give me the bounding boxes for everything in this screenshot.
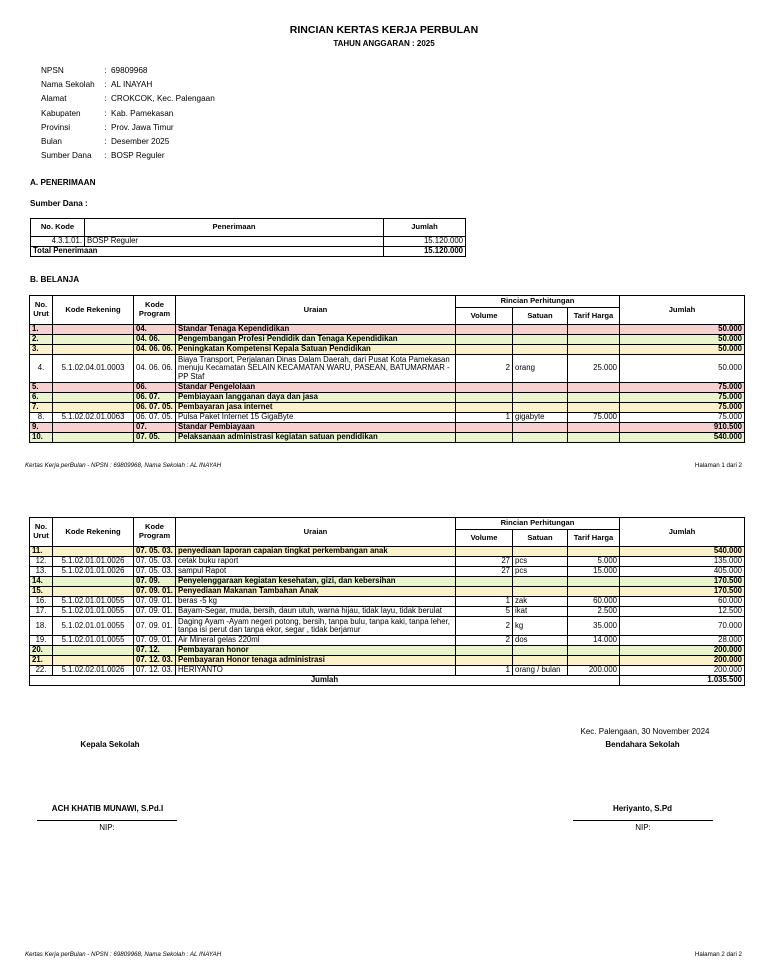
row-kode-program: 06. 07. 05. <box>134 402 176 412</box>
row-volume <box>456 587 513 597</box>
row-volume: 2 <box>456 636 513 646</box>
row-no: 8. <box>30 412 53 422</box>
row-jumlah: 135.000 <box>620 557 745 567</box>
row-tarif <box>568 382 620 392</box>
row-jumlah: 75.000 <box>620 382 745 392</box>
row-satuan: gigabyte <box>513 412 568 422</box>
row-kode-rekening <box>53 402 134 412</box>
row-tarif <box>568 422 620 432</box>
info-colon: : <box>104 65 107 75</box>
row-volume: 1 <box>456 412 513 422</box>
signature-right-title: Bendahara Sekolah <box>605 740 680 749</box>
row-uraian: Biaya Transport, Perjalanan Dinas Dalam Daerah, dari Pusat Kota Pamekasan menuju Kecamatan SELAIN KECAMATAN WARU, PASEAN, BATUMARMAR - PP Staf <box>176 355 456 383</box>
row-satuan: pcs <box>513 557 568 567</box>
col-header-program: Kode Program <box>134 296 176 325</box>
info-value: Desember 2025 <box>111 137 170 147</box>
row-jumlah: 50.000 <box>620 345 745 355</box>
info-label: Kabupaten <box>41 108 81 118</box>
table-row <box>30 335 745 345</box>
row-jumlah: 28.000 <box>620 636 745 646</box>
row-tarif <box>568 335 620 345</box>
row-jumlah: 170.500 <box>620 587 745 597</box>
row-jumlah: 60.000 <box>620 597 745 607</box>
row-volume <box>456 646 513 656</box>
table-row <box>30 656 745 666</box>
row-volume: 5 <box>456 607 513 617</box>
info-label: Bulan <box>41 137 62 147</box>
row-kode-rekening: 5.1.02.02.01.0026 <box>53 666 134 676</box>
row-kode-rekening <box>53 646 134 656</box>
info-value: Kab. Pamekasan <box>111 108 174 118</box>
table-row <box>30 432 745 442</box>
row-uraian: Standar Pengelolaan <box>176 382 456 392</box>
row-kode-program: 07. 05. 03. <box>134 557 176 567</box>
row-no: 5. <box>30 382 53 392</box>
row-tarif: 14.000 <box>568 636 620 646</box>
row-jumlah: 540.000 <box>620 432 745 442</box>
row-volume <box>456 325 513 335</box>
row-kode-program: 07. 05. 03. <box>134 567 176 577</box>
row-tarif: 25.000 <box>568 355 620 383</box>
info-value: Prov. Jawa Timur <box>111 122 174 132</box>
signature-right-name: Heriyanto, S.Pd <box>612 804 673 813</box>
row-volume <box>456 402 513 412</box>
row-kode-rekening <box>53 392 134 402</box>
info-row <box>41 120 215 134</box>
belanja-table-page2 <box>29 517 745 686</box>
row-kode-rekening: 5.1.02.01.01.0055 <box>53 597 134 607</box>
info-value: AL INAYAH <box>111 79 153 89</box>
row-kode-program: 06. 07. <box>134 392 176 402</box>
col-header-penerimaan: Penerimaan <box>85 219 384 237</box>
info-label: Nama Sekolah <box>41 79 95 89</box>
row-kode-program: 07. 05. <box>134 432 176 442</box>
row-satuan <box>513 547 568 557</box>
footer-page2-left: Kertas Kerja perBulan - NPSN : 69809968, Nama Sekolah : AL INAYAH <box>25 951 222 958</box>
row-no: 20. <box>30 646 53 656</box>
row-kode-rekening <box>53 432 134 442</box>
row-tarif <box>568 432 620 442</box>
row-satuan <box>513 422 568 432</box>
row-no: 22. <box>30 666 53 676</box>
row-uraian: cetak buku raport <box>176 557 456 567</box>
penerimaan-kode: 4.3.1.01. <box>31 237 85 247</box>
row-volume <box>456 392 513 402</box>
row-satuan: dos <box>513 636 568 646</box>
row-no: 17. <box>30 607 53 617</box>
row-satuan: pcs <box>513 567 568 577</box>
row-uraian: sampul Rapot <box>176 567 456 577</box>
row-satuan: ikat <box>513 607 568 617</box>
table-row <box>30 587 745 597</box>
col-header-tarif: Tarif Harga <box>568 308 620 325</box>
row-volume <box>456 422 513 432</box>
row-tarif <box>568 547 620 557</box>
row-uraian: Daging Ayam -Ayam negeri potong, bersih, tanpa bulu, tanpa kaki, tanpa leher, tanpa isi perut dan tanpa ekor, segar , tidak berjamur <box>176 617 456 636</box>
col-header-satuan: Satuan <box>513 530 568 547</box>
col-header-volume: Volume <box>456 530 513 547</box>
row-volume: 27 <box>456 567 513 577</box>
info-colon: : <box>104 151 107 161</box>
section-penerimaan-title: A. PENERIMAAN <box>30 178 96 187</box>
signature-left-name: ACH KHATIB MUNAWI, S.Pd.I <box>51 804 164 813</box>
school-info <box>41 63 215 163</box>
total-penerimaan-value: 15.120.000 <box>384 247 466 257</box>
col-header-no: No. Urut <box>30 518 53 547</box>
row-uraian: Pelaksanaan administrasi kegiatan satuan pendidikan <box>176 432 456 442</box>
row-kode-rekening <box>53 577 134 587</box>
row-jumlah: 75.000 <box>620 392 745 402</box>
row-kode-program: 04. 06. <box>134 335 176 345</box>
row-no: 13. <box>30 567 53 577</box>
page-title: RINCIAN KERTAS KERJA PERBULAN <box>289 24 479 36</box>
row-tarif <box>568 587 620 597</box>
info-label: Provinsi <box>41 122 71 132</box>
row-uraian: Penyediaan Makanan Tambahan Anak <box>176 587 456 597</box>
row-kode-program: 07. 09. <box>134 577 176 587</box>
row-jumlah: 910.500 <box>620 422 745 432</box>
row-no: 16. <box>30 597 53 607</box>
row-kode-program: 07. 12. 03. <box>134 656 176 666</box>
col-header-jumlah: Jumlah <box>620 518 745 547</box>
row-kode-program: 06. <box>134 382 176 392</box>
row-tarif: 200.000 <box>568 666 620 676</box>
col-header-no: No. Urut <box>30 296 53 325</box>
col-header-rincian: Rincian Perhitungan <box>456 296 620 308</box>
info-row <box>41 77 215 91</box>
row-tarif <box>568 646 620 656</box>
row-kode-rekening <box>53 325 134 335</box>
table-row <box>30 636 745 646</box>
row-uraian: HERIYANTO <box>176 666 456 676</box>
row-tarif: 2.500 <box>568 607 620 617</box>
table-row <box>30 412 745 422</box>
info-colon: : <box>104 137 107 147</box>
row-volume <box>456 577 513 587</box>
row-satuan <box>513 656 568 666</box>
info-value: BOSP Reguler <box>111 151 165 161</box>
row-volume <box>456 382 513 392</box>
row-volume: 1 <box>456 666 513 676</box>
col-header-tarif: Tarif Harga <box>568 530 620 547</box>
row-no: 9. <box>30 422 53 432</box>
row-jumlah: 405.000 <box>620 567 745 577</box>
row-satuan <box>513 432 568 442</box>
info-colon: : <box>104 108 107 118</box>
row-kode-program: 07. 09. 01. <box>134 607 176 617</box>
row-no: 11. <box>30 547 53 557</box>
row-satuan: orang <box>513 355 568 383</box>
row-satuan: kg <box>513 617 568 636</box>
row-jumlah: 50.000 <box>620 355 745 383</box>
row-satuan <box>513 335 568 345</box>
row-uraian: Pembayaran jasa internet <box>176 402 456 412</box>
row-satuan: zak <box>513 597 568 607</box>
row-jumlah: 170.500 <box>620 577 745 587</box>
row-kode-program: 04. <box>134 325 176 335</box>
row-uraian: Bayam-Segar, muda, bersih, daun utuh, warna hijau, tidak layu, tidak berulat <box>176 607 456 617</box>
penerimaan-jumlah: 15.120.000 <box>384 237 466 247</box>
row-no: 18. <box>30 617 53 636</box>
row-kode-program: 07. 09. 01. <box>134 617 176 636</box>
signature-place-date: Kec. Palengaan, 30 November 2024 <box>580 727 710 736</box>
row-no: 12. <box>30 557 53 567</box>
signature-left-nip: NIP: <box>99 823 115 832</box>
row-kode-program: 07. 12. <box>134 646 176 656</box>
row-kode-rekening: 5.1.02.01.01.0055 <box>53 636 134 646</box>
row-no: 2. <box>30 335 53 345</box>
row-volume: 2 <box>456 617 513 636</box>
info-value: CROKCOK, Kec. Palengaan <box>111 94 215 104</box>
table-row <box>30 392 745 402</box>
table-row <box>31 237 466 247</box>
row-satuan <box>513 587 568 597</box>
row-uraian: Pulsa Paket Internet 15 GigaByte <box>176 412 456 422</box>
row-kode-rekening <box>53 587 134 597</box>
total-row <box>30 676 745 686</box>
row-uraian: Air Mineral gelas 220ml <box>176 636 456 646</box>
row-no: 15. <box>30 587 53 597</box>
row-jumlah: 200.000 <box>620 646 745 656</box>
row-no: 3. <box>30 345 53 355</box>
row-kode-rekening: 5.1.02.04.01.0003 <box>53 355 134 383</box>
total-belanja-label: Jumlah <box>30 676 620 686</box>
table-row <box>30 646 745 656</box>
row-tarif: 75.000 <box>568 412 620 422</box>
col-header-rincian: Rincian Perhitungan <box>456 518 620 530</box>
signature-right-nip: NIP: <box>635 823 651 832</box>
table-row <box>30 355 745 383</box>
row-kode-program: 04. 06. 06. <box>134 355 176 383</box>
row-no: 14. <box>30 577 53 587</box>
row-uraian: Pengembangan Profesi Pendidik dan Tenaga Kependidikan <box>176 335 456 345</box>
row-tarif <box>568 402 620 412</box>
row-kode-program: 06. 07. 05. <box>134 412 176 422</box>
table-row <box>30 422 745 432</box>
row-tarif <box>568 325 620 335</box>
row-satuan <box>513 345 568 355</box>
row-no: 4. <box>30 355 53 383</box>
row-kode-program: 04. 06. 06. <box>134 345 176 355</box>
row-no: 7. <box>30 402 53 412</box>
table-row <box>30 607 745 617</box>
info-row <box>41 92 215 106</box>
row-kode-rekening <box>53 656 134 666</box>
info-colon: : <box>104 79 107 89</box>
info-row <box>41 63 215 77</box>
row-jumlah: 75.000 <box>620 412 745 422</box>
row-kode-program: 07. 09. 01. <box>134 636 176 646</box>
row-jumlah: 70.000 <box>620 617 745 636</box>
table-row <box>30 557 745 567</box>
info-colon: : <box>104 94 107 104</box>
row-volume <box>456 335 513 345</box>
row-kode-program: 07. 09. 01. <box>134 597 176 607</box>
row-satuan <box>513 325 568 335</box>
col-header-kode: No. Kode <box>31 219 85 237</box>
penerimaan-table <box>30 218 466 257</box>
row-volume: 2 <box>456 355 513 383</box>
sumber-dana-label: Sumber Dana : <box>30 199 88 208</box>
table-row <box>30 617 745 636</box>
row-uraian: Penyelenggaraan kegiatan kesehatan, gizi, dan kebersihan <box>176 577 456 587</box>
col-header-jumlah: Jumlah <box>384 219 466 237</box>
info-value: 69809968 <box>111 65 148 75</box>
row-jumlah: 200.000 <box>620 656 745 666</box>
row-uraian: penyediaan laporan capaian tingkat perkembangan anak <box>176 547 456 557</box>
row-kode-rekening: 5.1.02.01.01.0026 <box>53 567 134 577</box>
row-volume <box>456 547 513 557</box>
row-tarif: 35.000 <box>568 617 620 636</box>
col-header-uraian: Uraian <box>176 296 456 325</box>
row-kode-rekening <box>53 335 134 345</box>
page-subtitle: TAHUN ANGGARAN : 2025 <box>333 39 435 48</box>
row-kode-program: 07. <box>134 422 176 432</box>
row-uraian: Pembiayaan langganan daya dan jasa <box>176 392 456 402</box>
total-row <box>31 247 466 257</box>
penerimaan-nama: BOSP Reguler <box>85 237 384 247</box>
row-uraian: Pembayaran honor <box>176 646 456 656</box>
col-header-satuan: Satuan <box>513 308 568 325</box>
row-kode-rekening: 5.1.02.01.01.0055 <box>53 617 134 636</box>
row-uraian: Pembayaran Honor tenaga administrasi <box>176 656 456 666</box>
row-no: 21. <box>30 656 53 666</box>
info-row <box>41 149 215 163</box>
row-satuan <box>513 646 568 656</box>
table-row <box>30 547 745 557</box>
belanja-table-page1 <box>29 295 745 443</box>
row-kode-rekening <box>53 547 134 557</box>
row-kode-rekening: 5.1.02.02.01.0063 <box>53 412 134 422</box>
row-jumlah: 50.000 <box>620 325 745 335</box>
info-row <box>41 134 215 148</box>
table-row <box>30 567 745 577</box>
row-tarif <box>568 345 620 355</box>
row-kode-rekening: 5.1.02.01.01.0026 <box>53 557 134 567</box>
row-satuan <box>513 392 568 402</box>
row-kode-program: 07. 09. 01. <box>134 587 176 597</box>
row-volume: 1 <box>456 597 513 607</box>
row-satuan: orang / bulan <box>513 666 568 676</box>
footer-page1-left: Kertas Kerja perBulan - NPSN : 69809968, Nama Sekolah : AL INAYAH <box>25 462 222 469</box>
row-satuan <box>513 382 568 392</box>
row-uraian: Standar Tenaga Kependidikan <box>176 325 456 335</box>
row-uraian: Standar Pembiayaan <box>176 422 456 432</box>
row-kode-rekening: 5.1.02.01.01.0055 <box>53 607 134 617</box>
col-header-rekening: Kode Rekening <box>53 296 134 325</box>
row-tarif <box>568 656 620 666</box>
row-kode-rekening <box>53 345 134 355</box>
footer-page1-right: Halaman 1 dari 2 <box>694 462 742 469</box>
row-tarif: 5.000 <box>568 557 620 567</box>
row-volume <box>456 345 513 355</box>
info-label: Alamat <box>41 94 67 104</box>
signature-left-title: Kepala Sekolah <box>80 740 140 749</box>
table-row <box>30 402 745 412</box>
row-uraian: beras -5 kg <box>176 597 456 607</box>
col-header-volume: Volume <box>456 308 513 325</box>
row-no: 19. <box>30 636 53 646</box>
row-no: 10. <box>30 432 53 442</box>
row-satuan <box>513 402 568 412</box>
info-label: Sumber Dana <box>41 151 92 161</box>
row-uraian: Peningkatan Kompetensi Kepala Satuan Pendidikan <box>176 345 456 355</box>
row-tarif <box>568 577 620 587</box>
row-satuan <box>513 577 568 587</box>
col-header-program: Kode Program <box>134 518 176 547</box>
row-jumlah: 50.000 <box>620 335 745 345</box>
info-colon: : <box>104 122 107 132</box>
row-kode-program: 07. 05. 03. <box>134 547 176 557</box>
col-header-rekening: Kode Rekening <box>53 518 134 547</box>
table-row <box>30 577 745 587</box>
row-tarif <box>568 392 620 402</box>
signature-left-line <box>37 820 177 821</box>
table-row <box>30 325 745 335</box>
info-label: NPSN <box>41 65 64 75</box>
table-row <box>30 666 745 676</box>
row-volume <box>456 432 513 442</box>
row-kode-program: 07. 12. 03. <box>134 666 176 676</box>
signature-right-line <box>573 820 713 821</box>
total-belanja-value: 1.035.500 <box>620 676 745 686</box>
row-volume: 27 <box>456 557 513 567</box>
row-jumlah: 12.500 <box>620 607 745 617</box>
row-tarif: 60.000 <box>568 597 620 607</box>
col-header-uraian: Uraian <box>176 518 456 547</box>
section-belanja-title: B. BELANJA <box>30 275 80 284</box>
row-tarif: 15.000 <box>568 567 620 577</box>
row-jumlah: 75.000 <box>620 402 745 412</box>
col-header-jumlah: Jumlah <box>620 296 745 325</box>
row-no: 6. <box>30 392 53 402</box>
total-penerimaan-label: Total Penerimaan <box>31 247 384 257</box>
footer-page2-right: Halaman 2 dari 2 <box>694 951 742 958</box>
info-row <box>41 106 215 120</box>
table-row <box>30 597 745 607</box>
row-volume <box>456 656 513 666</box>
table-row <box>30 382 745 392</box>
row-kode-rekening <box>53 382 134 392</box>
row-jumlah: 200.000 <box>620 666 745 676</box>
row-kode-rekening <box>53 422 134 432</box>
table-row <box>30 345 745 355</box>
row-jumlah: 540.000 <box>620 547 745 557</box>
row-no: 1. <box>30 325 53 335</box>
